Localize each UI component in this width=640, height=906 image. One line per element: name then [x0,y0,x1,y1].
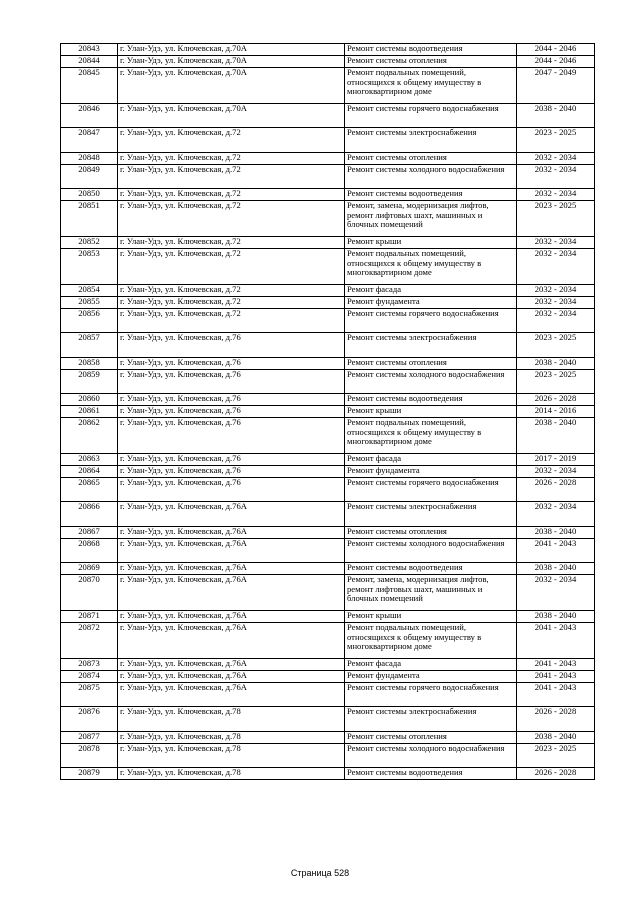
cell-address: г. Улан-Удэ, ул. Ключевская, д.70А [118,56,345,68]
table-row [61,406,595,418]
cell-years: 2038 - 2040 [517,732,595,744]
cell-address: г. Улан-Удэ, ул. Ключевская, д.76 [118,333,345,358]
cell-years: 2023 - 2025 [517,128,595,153]
cell-number: 20862 [61,418,118,454]
table-row [61,56,595,68]
cell-address: г. Улан-Удэ, ул. Ключевская, д.76А [118,527,345,539]
cell-work-type: Ремонт системы водоотведения [345,768,517,780]
cell-number: 20877 [61,732,118,744]
cell-years: 2041 - 2043 [517,671,595,683]
cell-work-type: Ремонт системы горячего водоснабжения [345,683,517,707]
cell-work-type: Ремонт подвальных помещений, относящихся к общему имуществу в многоквартирном доме [345,68,517,104]
cell-address: г. Улан-Удэ, ул. Ключевская, д.70А [118,68,345,104]
cell-number: 20848 [61,153,118,165]
cell-address: г. Улан-Удэ, ул. Ключевская, д.76А [118,683,345,707]
cell-years: 2023 - 2025 [517,201,595,237]
cell-address: г. Улан-Удэ, ул. Ключевская, д.78 [118,768,345,780]
cell-address: г. Улан-Удэ, ул. Ключевская, д.72 [118,297,345,309]
cell-address: г. Улан-Удэ, ул. Ключевская, д.72 [118,128,345,153]
cell-work-type: Ремонт системы холодного водоснабжения [345,744,517,768]
cell-address: г. Улан-Удэ, ул. Ключевская, д.78 [118,707,345,732]
table-row [61,466,595,478]
table-row [61,333,595,358]
cell-years: 2038 - 2040 [517,104,595,128]
cell-address: г. Улан-Удэ, ул. Ключевская, д.72 [118,309,345,333]
cell-work-type: Ремонт системы электроснабжения [345,128,517,153]
cell-work-type: Ремонт системы холодного водоснабжения [345,370,517,394]
cell-years: 2023 - 2025 [517,370,595,394]
cell-years: 2044 - 2046 [517,56,595,68]
cell-work-type: Ремонт системы горячего водоснабжения [345,309,517,333]
cell-address: г. Улан-Удэ, ул. Ключевская, д.76А [118,611,345,623]
table-row [61,394,595,406]
cell-work-type: Ремонт системы электроснабжения [345,707,517,732]
cell-work-type: Ремонт фасада [345,285,517,297]
cell-number: 20867 [61,527,118,539]
cell-years: 2023 - 2025 [517,744,595,768]
cell-years: 2026 - 2028 [517,478,595,502]
cell-address: г. Улан-Удэ, ул. Ключевская, д.76 [118,406,345,418]
cell-number: 20858 [61,358,118,370]
cell-address: г. Улан-Удэ, ул. Ключевская, д.76 [118,394,345,406]
table-row [61,768,595,780]
cell-work-type: Ремонт системы холодного водоснабжения [345,539,517,563]
cell-work-type: Ремонт системы холодного водоснабжения [345,165,517,189]
cell-address: г. Улан-Удэ, ул. Ключевская, д.76А [118,659,345,671]
table-row [61,611,595,623]
cell-number: 20868 [61,539,118,563]
cell-years: 2032 - 2034 [517,249,595,285]
cell-number: 20845 [61,68,118,104]
cell-number: 20854 [61,285,118,297]
cell-years: 2032 - 2034 [517,285,595,297]
cell-number: 20855 [61,297,118,309]
cell-work-type: Ремонт системы горячего водоснабжения [345,478,517,502]
cell-work-type: Ремонт фасада [345,454,517,466]
cell-number: 20849 [61,165,118,189]
cell-work-type: Ремонт системы водоотведения [345,394,517,406]
cell-years: 2026 - 2028 [517,768,595,780]
cell-number: 20875 [61,683,118,707]
cell-address: г. Улан-Удэ, ул. Ключевская, д.72 [118,249,345,285]
table-row [61,623,595,659]
cell-years: 2032 - 2034 [517,297,595,309]
cell-work-type: Ремонт подвальных помещений, относящихся к общему имуществу в многоквартирном доме [345,249,517,285]
cell-years: 2032 - 2034 [517,153,595,165]
cell-address: г. Улан-Удэ, ул. Ключевская, д.76А [118,575,345,611]
table-row [61,309,595,333]
cell-number: 20850 [61,189,118,201]
cell-address: г. Улан-Удэ, ул. Ключевская, д.76А [118,502,345,527]
cell-work-type: Ремонт, замена, модернизация лифтов, ремонт лифтовых шахт, машинных и блочных помещений [345,575,517,611]
cell-years: 2032 - 2034 [517,502,595,527]
cell-years: 2032 - 2034 [517,575,595,611]
cell-number: 20861 [61,406,118,418]
cell-years: 2041 - 2043 [517,539,595,563]
cell-years: 2014 - 2016 [517,406,595,418]
cell-years: 2023 - 2025 [517,333,595,358]
table-row [61,671,595,683]
cell-number: 20870 [61,575,118,611]
cell-number: 20874 [61,671,118,683]
cell-address: г. Улан-Удэ, ул. Ключевская, д.76 [118,370,345,394]
table-row [61,189,595,201]
cell-number: 20871 [61,611,118,623]
table-row [61,249,595,285]
cell-address: г. Улан-Удэ, ул. Ключевская, д.76 [118,454,345,466]
cell-number: 20846 [61,104,118,128]
table-row [61,563,595,575]
cell-work-type: Ремонт подвальных помещений, относящихся к общему имуществу в многоквартирном доме [345,623,517,659]
cell-years: 2032 - 2034 [517,237,595,249]
cell-number: 20851 [61,201,118,237]
cell-years: 2026 - 2028 [517,707,595,732]
cell-number: 20853 [61,249,118,285]
cell-work-type: Ремонт системы водоотведения [345,563,517,575]
cell-address: г. Улан-Удэ, ул. Ключевская, д.76 [118,466,345,478]
cell-work-type: Ремонт фундамента [345,671,517,683]
table-row [61,44,595,56]
cell-address: г. Улан-Удэ, ул. Ключевская, д.70А [118,44,345,56]
table-row [61,502,595,527]
cell-address: г. Улан-Удэ, ул. Ключевская, д.72 [118,237,345,249]
table-row [61,128,595,153]
cell-work-type: Ремонт подвальных помещений, относящихся к общему имуществу в многоквартирном доме [345,418,517,454]
table-row [61,454,595,466]
cell-number: 20852 [61,237,118,249]
cell-address: г. Улан-Удэ, ул. Ключевская, д.76 [118,478,345,502]
cell-number: 20873 [61,659,118,671]
table-row [61,683,595,707]
cell-work-type: Ремонт фундамента [345,466,517,478]
cell-work-type: Ремонт системы отопления [345,527,517,539]
cell-work-type: Ремонт системы отопления [345,56,517,68]
table-row [61,370,595,394]
cell-number: 20859 [61,370,118,394]
table-row [61,732,595,744]
cell-number: 20872 [61,623,118,659]
cell-years: 2044 - 2046 [517,44,595,56]
cell-number: 20847 [61,128,118,153]
cell-work-type: Ремонт системы электроснабжения [345,502,517,527]
cell-years: 2032 - 2034 [517,189,595,201]
cell-address: г. Улан-Удэ, ул. Ключевская, д.76А [118,671,345,683]
cell-work-type: Ремонт, замена, модернизация лифтов, ремонт лифтовых шахт, машинных и блочных помещений [345,201,517,237]
cell-years: 2047 - 2049 [517,68,595,104]
cell-years: 2032 - 2034 [517,165,595,189]
cell-work-type: Ремонт системы электроснабжения [345,333,517,358]
cell-address: г. Улан-Удэ, ул. Ключевская, д.70А [118,104,345,128]
table-row [61,478,595,502]
cell-number: 20843 [61,44,118,56]
cell-address: г. Улан-Удэ, ул. Ключевская, д.76 [118,418,345,454]
cell-number: 20860 [61,394,118,406]
cell-address: г. Улан-Удэ, ул. Ключевская, д.72 [118,165,345,189]
cell-number: 20856 [61,309,118,333]
cell-years: 2041 - 2043 [517,623,595,659]
page-number: Страница 528 [290,868,350,878]
cell-work-type: Ремонт крыши [345,611,517,623]
cell-address: г. Улан-Удэ, ул. Ключевская, д.76А [118,563,345,575]
cell-address: г. Улан-Удэ, ул. Ключевская, д.78 [118,744,345,768]
table-row [61,104,595,128]
cell-years: 2038 - 2040 [517,418,595,454]
cell-address: г. Улан-Удэ, ул. Ключевская, д.72 [118,153,345,165]
table-row [61,237,595,249]
cell-work-type: Ремонт системы отопления [345,358,517,370]
table-row [61,201,595,237]
cell-address: г. Улан-Удэ, ул. Ключевская, д.72 [118,285,345,297]
cell-number: 20865 [61,478,118,502]
cell-address: г. Улан-Удэ, ул. Ключевская, д.72 [118,201,345,237]
table-row [61,68,595,104]
cell-years: 2017 - 2019 [517,454,595,466]
cell-years: 2041 - 2043 [517,683,595,707]
table-row [61,539,595,563]
cell-work-type: Ремонт фасада [345,659,517,671]
cell-work-type: Ремонт системы отопления [345,153,517,165]
cell-years: 2038 - 2040 [517,563,595,575]
cell-number: 20876 [61,707,118,732]
table-row [61,285,595,297]
table-row [61,575,595,611]
table-row [61,165,595,189]
table-row [61,707,595,732]
cell-number: 20857 [61,333,118,358]
cell-address: г. Улан-Удэ, ул. Ключевская, д.76А [118,539,345,563]
cell-work-type: Ремонт системы отопления [345,732,517,744]
cell-address: г. Улан-Удэ, ул. Ключевская, д.76 [118,358,345,370]
cell-address: г. Улан-Удэ, ул. Ключевская, д.76А [118,623,345,659]
table-row [61,744,595,768]
cell-work-type: Ремонт системы водоотведения [345,189,517,201]
cell-number: 20863 [61,454,118,466]
table-row [61,418,595,454]
cell-number: 20864 [61,466,118,478]
cell-work-type: Ремонт фундамента [345,297,517,309]
table-row [61,358,595,370]
cell-work-type: Ремонт системы водоотведения [345,44,517,56]
table-row [61,297,595,309]
cell-years: 2038 - 2040 [517,611,595,623]
table-row [61,659,595,671]
cell-address: г. Улан-Удэ, ул. Ключевская, д.78 [118,732,345,744]
cell-address: г. Улан-Удэ, ул. Ключевская, д.72 [118,189,345,201]
table-row [61,527,595,539]
cell-number: 20879 [61,768,118,780]
table-row [61,153,595,165]
cell-years: 2038 - 2040 [517,358,595,370]
cell-number: 20878 [61,744,118,768]
capital-repair-table [60,43,595,780]
cell-work-type: Ремонт крыши [345,237,517,249]
cell-number: 20866 [61,502,118,527]
cell-number: 20869 [61,563,118,575]
cell-years: 2041 - 2043 [517,659,595,671]
cell-years: 2038 - 2040 [517,527,595,539]
cell-years: 2032 - 2034 [517,309,595,333]
cell-years: 2026 - 2028 [517,394,595,406]
cell-work-type: Ремонт крыши [345,406,517,418]
cell-number: 20844 [61,56,118,68]
cell-work-type: Ремонт системы горячего водоснабжения [345,104,517,128]
cell-years: 2032 - 2034 [517,466,595,478]
table-body [61,44,595,780]
